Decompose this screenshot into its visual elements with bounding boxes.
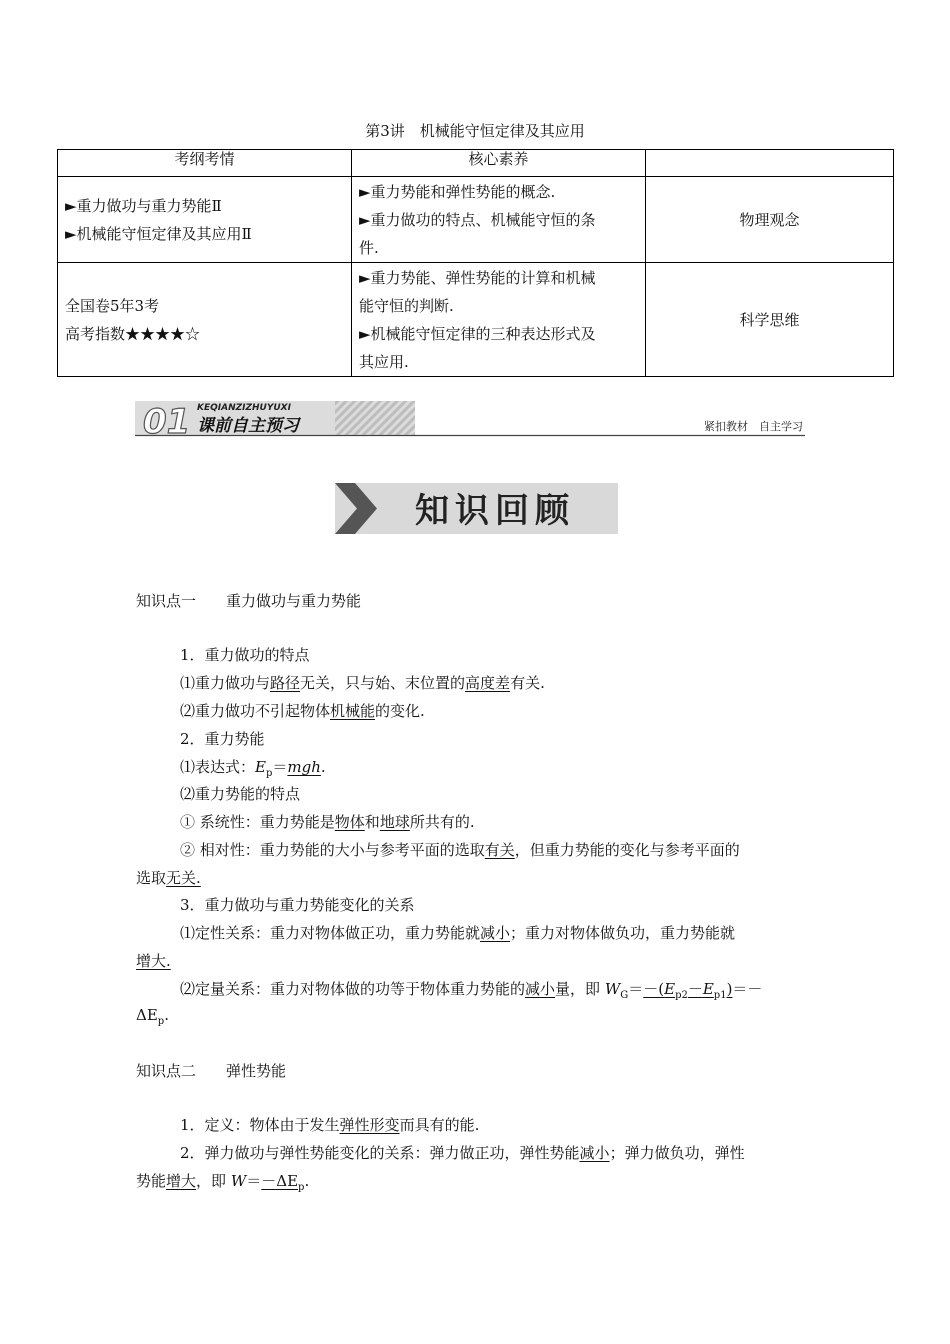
kp1-s2-1: ⑴表达式：$E_p=mgh$. (180, 758, 326, 779)
table-header-core: 核心素养 (352, 150, 646, 177)
table-header-exam: 考纲考情 (58, 150, 352, 177)
kp1-s2-2a: ① 系统性：重力势能是物体和地球所共有的. (180, 813, 475, 831)
blank-answer: 减小 (480, 924, 511, 942)
section-banner (135, 398, 805, 438)
blank-answer: 减小 (525, 980, 556, 998)
blank-answer: 弹性形变 (339, 1116, 400, 1134)
section-title-text: 知识回顾 (415, 491, 575, 531)
kp1-s3-1: ⑴定性关系：重力对物体做正功，重力势能就减小；重力对物体做负功，重力势能就 (180, 924, 736, 942)
kp1-heading: 知识点一 重力做功与重力势能 (136, 592, 362, 610)
table-cell (352, 177, 646, 263)
table-header-row (58, 150, 894, 177)
cell-line: ►机械能守恒定律及其应用Ⅱ (65, 224, 252, 243)
table-row (58, 177, 894, 263)
banner-title: 课前自主预习 (197, 416, 299, 436)
kp1-s2: 2．重力势能 (180, 730, 265, 748)
kp1-s1-2: ⑵重力做功不引起物体机械能的变化. (180, 702, 425, 720)
cell-line: ►机械能守恒定律的三种表达形式及 (359, 324, 596, 343)
cell-line: ►重力势能和弹性势能的概念. (359, 182, 556, 201)
cell-line: 全国卷5年3考 (65, 296, 160, 315)
cell-line: ►重力势能、弹性势能的计算和机械 (359, 268, 596, 287)
cell-line: ►重力做功与重力势能Ⅱ (65, 196, 222, 215)
kp1-s1-1: ⑴重力做功与路径无关，只与始、末位置的高度差有关. (180, 674, 545, 692)
kp1-s2-2: ⑵重力势能的特点 (180, 785, 301, 803)
banner-pinyin: KEQIANZIZHUYUXI (197, 403, 291, 413)
blank-answer: 地球 (379, 813, 410, 831)
blank-answer: 增大. (136, 952, 171, 970)
kp2-s1: 1．定义：物体由于发生弹性形变而具有的能. (180, 1116, 480, 1134)
kp1-s3-2: ⑵定量关系：重力对物体做的功等于物体重力势能的减小量，即 $W_G=-(E_{p2}-E_{p1})=-$ (180, 980, 763, 1001)
blank-answer: $-(E_{p2}-E_{p1})$ (643, 980, 733, 1001)
table-row (58, 263, 894, 377)
table-header-empty (646, 150, 894, 177)
exam-outline-table (57, 149, 894, 377)
blank-answer: 机械能 (330, 702, 376, 720)
table-cell: 科学思维 (646, 263, 894, 377)
blank-answer: 路径 (270, 674, 301, 692)
banner-right-text: 紧扣教材 自主学习 (704, 420, 803, 433)
table-cell (58, 263, 352, 377)
blank-answer: 物体 (334, 813, 365, 831)
blank-answer: 无关. (166, 869, 201, 887)
blank-answer: $-\Delta E_p$ (261, 1172, 305, 1193)
cell-line: 其应用. (359, 352, 409, 371)
table-cell: 物理观念 (646, 177, 894, 263)
banner-number: 01 (143, 402, 191, 438)
kp1-s3: 3．重力做功与重力势能变化的关系 (180, 896, 415, 914)
blank-answer: 高度差 (465, 674, 511, 692)
kp1-s2-2b: ② 相对性：重力势能的大小与参考平面的选取有关，但重力势能的变化与参考平面的 (180, 841, 740, 859)
cell-line: 高考指数★★★★☆ (65, 324, 201, 343)
cell-line: 件. (359, 238, 379, 257)
blank-answer: 有关 (484, 841, 515, 859)
kp2-s2-cont: 势能增大，即 $W=-\Delta E_p$. (136, 1172, 310, 1193)
page-title: 第3讲 机械能守恒定律及其应用 (365, 122, 585, 140)
table-cell (352, 263, 646, 377)
kp1-s2-2b-cont: 选取无关. (136, 869, 201, 887)
cell-line: ►重力做功的特点、机械能守恒的条 (359, 210, 596, 229)
kp2-heading: 知识点二 弹性势能 (136, 1062, 287, 1080)
blank-answer: mgh (287, 758, 321, 776)
kp1-s3-2-cont: $\Delta E_p$. (136, 1006, 169, 1027)
table-cell (58, 177, 352, 263)
kp2-s2: 2．弹力做功与弹性势能变化的关系：弹力做正功，弹性势能减小；弹力做负功，弹性 (180, 1144, 745, 1162)
blank-answer: 增大 (166, 1172, 197, 1190)
knowledge-review-title (335, 483, 618, 534)
kp1-s3-1-cont (136, 950, 171, 971)
cell-line: 能守恒的判断. (359, 296, 454, 315)
blank-answer: 减小 (579, 1144, 610, 1162)
kp1-s1: 1．重力做功的特点 (180, 646, 310, 664)
